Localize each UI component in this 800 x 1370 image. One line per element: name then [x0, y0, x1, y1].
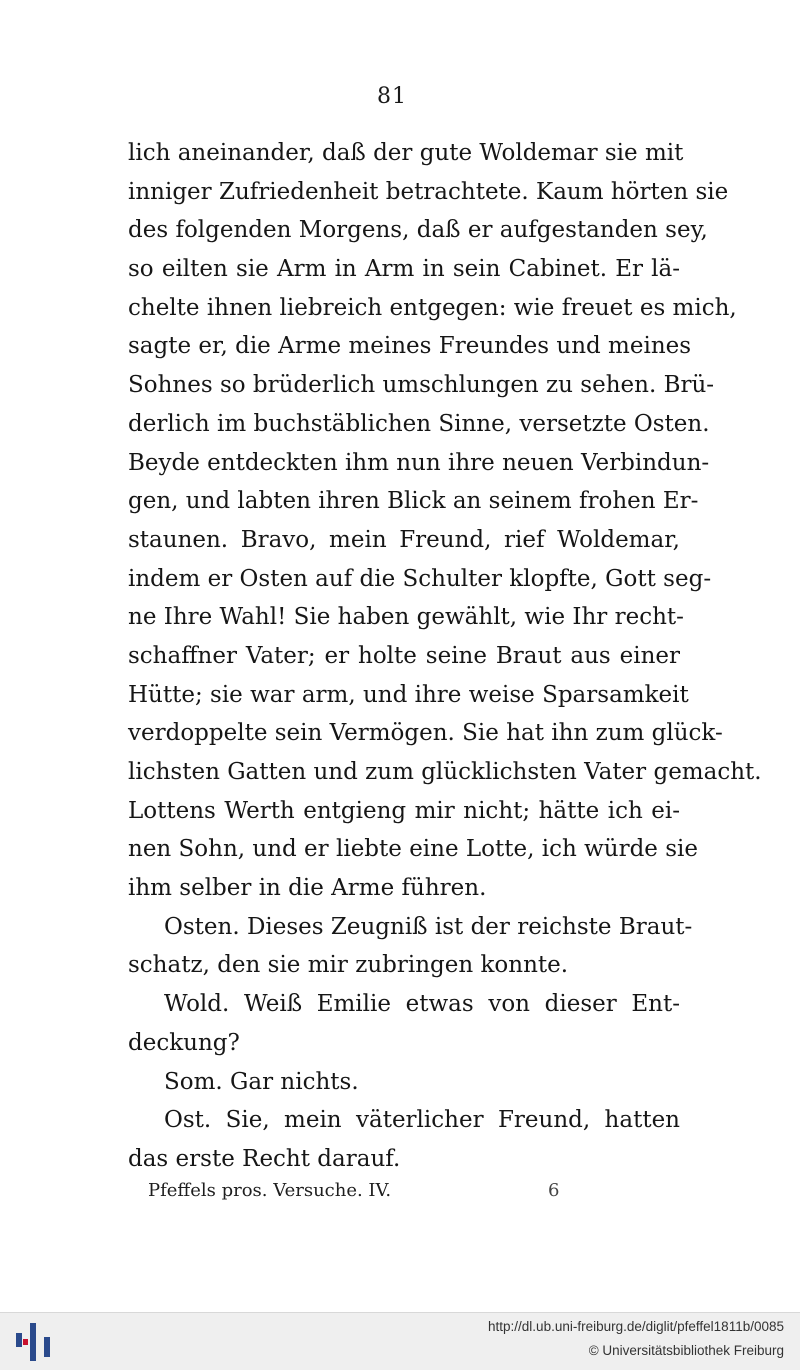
- text-line: gen, und labten ihren Blick an seinem frohen Er-: [128, 488, 699, 515]
- document-url[interactable]: http://dl.ub.uni-freiburg.de/diglit/pfeffel1811b/0085: [488, 1319, 784, 1334]
- text-line: des folgenden Morgens, daß er aufgestanden sey,: [128, 217, 708, 244]
- text-line: nen Sohn, und er liebte eine Lotte, ich würde sie: [128, 836, 699, 863]
- dialogue-line-woldemar: Wold. Weiß Emilie etwas von dieser Ent-: [164, 991, 680, 1018]
- text-line: das erste Recht darauf.: [128, 1145, 401, 1172]
- dialogue-line-osten: Ost. Sie, mein väterlicher Freund, hatten: [164, 1107, 680, 1134]
- text-line: Lottens Werth entgieng mir nicht; hätte ich ei-: [128, 797, 680, 824]
- dialogue-line-sommer: Som. Gar nichts.: [164, 1068, 359, 1095]
- body-text: [128, 134, 762, 1179]
- text-line: Beyde entdeckten ihm nun ihre neuen Verbindun-: [128, 449, 710, 476]
- text-line: Hütte; sie war arm, und ihre weise Sparsamkeit: [128, 681, 689, 708]
- text-line: lich aneinander, daß der gute Woldemar sie mit: [128, 140, 684, 166]
- text-line: chelte ihnen liebreich entgegen: wie freuet es mich,: [128, 294, 737, 321]
- copyright-notice: © Universitätsbibliothek Freiburg: [588, 1343, 784, 1358]
- text-line: deckung?: [128, 1029, 240, 1056]
- signature-mark: 6: [548, 1180, 560, 1201]
- text-line: staunen. Bravo, mein Freund, rief Woldemar,: [128, 526, 680, 553]
- text-line: verdoppelte sein Vermögen. Sie hat ihn zum glück-: [128, 720, 723, 747]
- text-line: so eilten sie Arm in Arm in sein Cabinet. Er lä-: [128, 256, 680, 283]
- text-line: ihm selber in die Arme führen.: [128, 875, 487, 902]
- text-line: schatz, den sie mir zubringen konnte.: [128, 952, 569, 979]
- page-signature-row: [148, 1180, 568, 1210]
- library-footer-bar: [0, 1312, 800, 1370]
- page-number: 81: [377, 84, 407, 109]
- printer-signature: Pfeffels pros. Versuche. IV.: [148, 1180, 392, 1201]
- text-line: Sohnes so brüderlich umschlungen zu sehen. Brü-: [128, 372, 715, 399]
- text-line: schaffner Vater; er holte seine Braut aus einer: [128, 642, 680, 669]
- dialogue-line-osten: Osten. Dieses Zeugniß ist der reichste Braut-: [164, 913, 693, 940]
- text-line: sagte er, die Arme meines Freundes und meines: [128, 333, 692, 360]
- text-line: indem er Osten auf die Schulter klopfte, Gott seg-: [128, 565, 712, 592]
- text-line: lichsten Gatten und zum glücklichsten Vater gemacht.: [128, 759, 762, 785]
- text-line: ne Ihre Wahl! Sie haben gewählt, wie Ihr recht-: [128, 604, 684, 631]
- text-line: inniger Zufriedenheit betrachtete. Kaum hörten sie: [128, 178, 729, 205]
- library-logo-icon[interactable]: [14, 1319, 54, 1365]
- text-line: derlich im buchstäblichen Sinne, versetzte Osten.: [128, 410, 710, 437]
